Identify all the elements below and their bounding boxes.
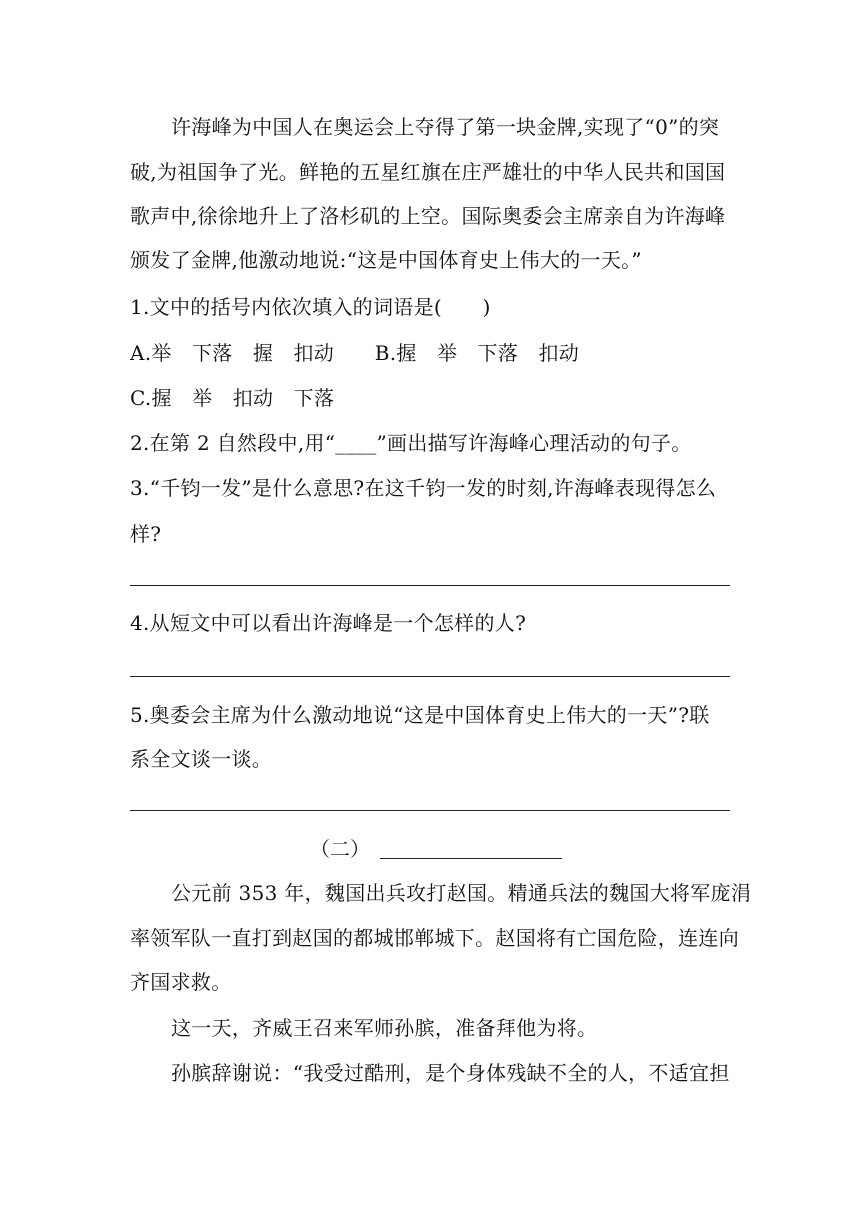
question-5-line-1: 5.奥委会主席为什么激动地说“这是中国体育史上伟大的一天”?联 [130,703,710,727]
passage2-p1-line-3: 齐国求救。 [130,970,232,994]
passage1-line-3: 歌声中,徐徐地升上了洛杉矶的上空。国际奥委会主席亲自为许海峰 [130,204,726,228]
passage2-p3-line-1: 孙膑辞谢说：“我受过酷刑，是个身体残缺不全的人，不适宜担 [171,1061,730,1085]
question-1: 1.文中的括号内依次填入的词语是( ) [130,295,491,319]
section-2-heading [310,835,562,863]
question-1-options-ab: A.举 下落 握 扣动 B.握 举 下落 扣动 [130,341,580,365]
answer-line-q3[interactable] [130,585,730,586]
passage2-p1-line-2: 率领军队一直打到赵国的都城邯郸城下。赵国将有亡国危险，连连向 [130,926,739,950]
section-2-title-blank[interactable] [380,838,562,859]
question-3-line-1: 3.“千钧一发”是什么意思?在这千钧一发的时刻,许海峰表现得怎么 [130,476,717,500]
question-5-line-2: 系全文谈一谈。 [130,747,273,771]
question-4: 4.从短文中可以看出许海峰是一个怎样的人? [130,611,527,635]
section-2-number: （二） [310,837,370,861]
passage2-p1-line-1: 公元前 353 年，魏国出兵攻打赵国。精通兵法的魏国大将军庞涓 [171,881,752,905]
question-3-line-2: 样? [130,522,162,546]
question-2: 2.在第 2 自然段中,用“____”画出描写许海峰心理活动的句子。 [130,431,692,455]
answer-line-q4[interactable] [130,676,730,677]
answer-line-q5[interactable] [130,810,730,811]
passage1-line-4: 颁发了金牌,他激动地说:“这是中国体育史上伟大的一天。” [130,248,642,272]
question-1-options-c: C.握 举 扣动 下落 [130,386,335,410]
passage1-line-1: 许海峰为中国人在奥运会上夺得了第一块金牌,实现了“0”的突 [171,115,720,139]
passage1-line-2: 破,为祖国争了光。鲜艳的五星红旗在庄严雄壮的中华人民共和国国 [130,160,726,184]
passage2-p2: 这一天，齐威王召来军师孙膑，准备拜他为将。 [171,1016,598,1040]
